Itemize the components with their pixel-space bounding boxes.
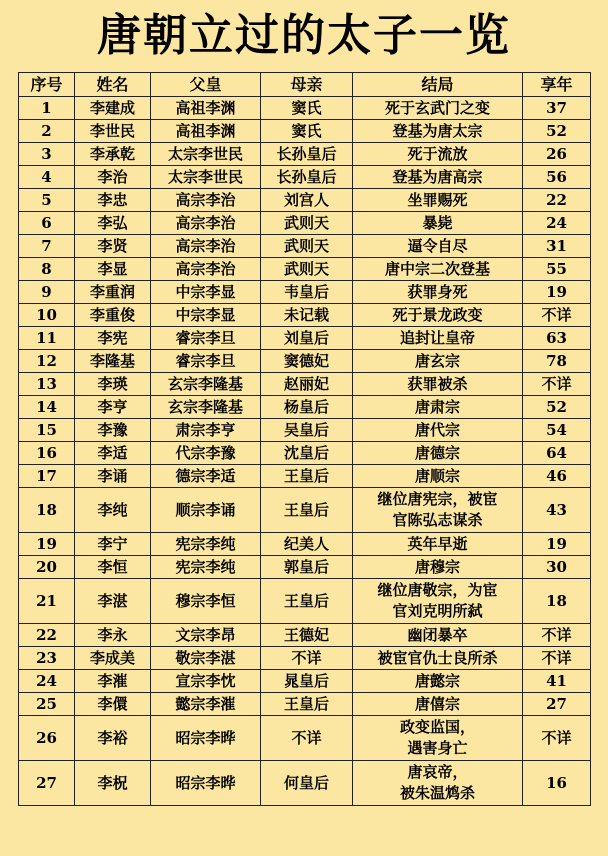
cell-index: 1 <box>19 97 75 120</box>
cell-age: 64 <box>523 442 591 465</box>
cell-mother: 沈皇后 <box>261 442 353 465</box>
table-row <box>19 143 591 166</box>
cell-fate: 唐肃宗 <box>353 396 523 419</box>
page-title: 唐朝立过的太子一览 <box>97 10 511 61</box>
cell-father: 宣宗李忱 <box>151 670 261 693</box>
table-row <box>19 97 591 120</box>
cell-index: 10 <box>19 304 75 327</box>
cell-fate: 获罪被杀 <box>353 373 523 396</box>
cell-name: 李弘 <box>75 212 151 235</box>
cell-age: 22 <box>523 189 591 212</box>
table-row <box>19 327 591 350</box>
table-row <box>19 350 591 373</box>
cell-index: 27 <box>19 761 75 806</box>
cell-fate: 英年早逝 <box>353 533 523 556</box>
cell-age: 78 <box>523 350 591 373</box>
cell-name: 李建成 <box>75 97 151 120</box>
cell-mother: 吴皇后 <box>261 419 353 442</box>
cell-father: 昭宗李晔 <box>151 761 261 806</box>
cell-mother: 未记载 <box>261 304 353 327</box>
cell-mother: 王皇后 <box>261 465 353 488</box>
cell-index: 15 <box>19 419 75 442</box>
cell-mother: 窦德妃 <box>261 350 353 373</box>
table-row <box>19 693 591 716</box>
cell-name: 李治 <box>75 166 151 189</box>
cell-name: 李显 <box>75 258 151 281</box>
cell-age: 不详 <box>523 304 591 327</box>
cell-father: 懿宗李漼 <box>151 693 261 716</box>
cell-age: 不详 <box>523 716 591 761</box>
cell-index: 9 <box>19 281 75 304</box>
cell-mother: 赵丽妃 <box>261 373 353 396</box>
cell-fate: 登基为唐太宗 <box>353 120 523 143</box>
cell-mother: 长孙皇后 <box>261 143 353 166</box>
cell-father: 高宗李治 <box>151 258 261 281</box>
cell-name: 李漼 <box>75 670 151 693</box>
cell-index: 24 <box>19 670 75 693</box>
table-row <box>19 465 591 488</box>
cell-index: 8 <box>19 258 75 281</box>
crown-prince-table <box>18 72 591 806</box>
table-row <box>19 304 591 327</box>
cell-age: 30 <box>523 556 591 579</box>
cell-index: 5 <box>19 189 75 212</box>
cell-mother: 郭皇后 <box>261 556 353 579</box>
cell-name: 李瑛 <box>75 373 151 396</box>
cell-name: 李贤 <box>75 235 151 258</box>
table-row <box>19 235 591 258</box>
header-age: 享年 <box>523 73 591 97</box>
table-row <box>19 258 591 281</box>
cell-fate: 幽闭暴卒 <box>353 624 523 647</box>
cell-name: 李柷 <box>75 761 151 806</box>
header-fate: 结局 <box>353 73 523 97</box>
fate-line-2: 官刘克明所弑 <box>392 602 483 620</box>
cell-mother: 王皇后 <box>261 488 353 533</box>
cell-age: 16 <box>523 761 591 806</box>
cell-father: 睿宗李旦 <box>151 350 261 373</box>
cell-father: 高祖李渊 <box>151 97 261 120</box>
cell-age: 46 <box>523 465 591 488</box>
cell-name: 李忠 <box>75 189 151 212</box>
cell-fate: 被宦官仇士良所杀 <box>353 647 523 670</box>
cell-name: 李成美 <box>75 647 151 670</box>
fate-line-1: 唐哀帝， <box>407 763 468 781</box>
cell-index: 20 <box>19 556 75 579</box>
table-row <box>19 212 591 235</box>
cell-age: 不详 <box>523 373 591 396</box>
table-row <box>19 670 591 693</box>
table-row <box>19 166 591 189</box>
cell-father: 中宗李显 <box>151 304 261 327</box>
cell-mother: 王皇后 <box>261 579 353 624</box>
table-row <box>19 579 591 624</box>
cell-mother: 杨皇后 <box>261 396 353 419</box>
cell-index: 19 <box>19 533 75 556</box>
cell-index: 21 <box>19 579 75 624</box>
cell-age: 43 <box>523 488 591 533</box>
table-row <box>19 647 591 670</box>
cell-name: 李亨 <box>75 396 151 419</box>
cell-age: 18 <box>523 579 591 624</box>
cell-age: 54 <box>523 419 591 442</box>
cell-father: 德宗李适 <box>151 465 261 488</box>
cell-father: 敬宗李湛 <box>151 647 261 670</box>
cell-father: 太宗李世民 <box>151 143 261 166</box>
table-row <box>19 373 591 396</box>
cell-name: 李隆基 <box>75 350 151 373</box>
cell-fate: 唐玄宗 <box>353 350 523 373</box>
cell-age: 19 <box>523 281 591 304</box>
cell-index: 25 <box>19 693 75 716</box>
cell-fate: 暴毙 <box>353 212 523 235</box>
table-row <box>19 120 591 143</box>
cell-fate: 唐顺宗 <box>353 465 523 488</box>
cell-index: 4 <box>19 166 75 189</box>
cell-fate: 唐代宗 <box>353 419 523 442</box>
cell-fate: 登基为唐高宗 <box>353 166 523 189</box>
cell-age: 31 <box>523 235 591 258</box>
cell-father: 高宗李治 <box>151 212 261 235</box>
cell-father: 睿宗李旦 <box>151 327 261 350</box>
cell-fate <box>353 716 523 761</box>
cell-father: 高祖李渊 <box>151 120 261 143</box>
cell-fate: 逼令自尽 <box>353 235 523 258</box>
cell-mother: 韦皇后 <box>261 281 353 304</box>
table-row <box>19 533 591 556</box>
table-header-row <box>19 73 591 97</box>
cell-fate <box>353 488 523 533</box>
cell-mother: 刘宫人 <box>261 189 353 212</box>
cell-index: 11 <box>19 327 75 350</box>
cell-fate: 死于景龙政变 <box>353 304 523 327</box>
cell-index: 6 <box>19 212 75 235</box>
cell-name: 李诵 <box>75 465 151 488</box>
cell-fate: 唐德宗 <box>353 442 523 465</box>
cell-fate: 追封让皇帝 <box>353 327 523 350</box>
cell-father: 高宗李治 <box>151 235 261 258</box>
cell-fate: 死于流放 <box>353 143 523 166</box>
cell-age: 不详 <box>523 624 591 647</box>
cell-father: 文宗李昂 <box>151 624 261 647</box>
table-row <box>19 396 591 419</box>
cell-mother: 窦氏 <box>261 120 353 143</box>
cell-mother: 长孙皇后 <box>261 166 353 189</box>
cell-fate: 唐中宗二次登基 <box>353 258 523 281</box>
header-name: 姓名 <box>75 73 151 97</box>
cell-mother: 武则天 <box>261 258 353 281</box>
table-row <box>19 624 591 647</box>
cell-index: 14 <box>19 396 75 419</box>
cell-mother: 刘皇后 <box>261 327 353 350</box>
fate-line-1: 继位唐宪宗，被宦 <box>377 490 498 508</box>
cell-mother: 不详 <box>261 647 353 670</box>
cell-name: 李重俊 <box>75 304 151 327</box>
cell-name: 李承乾 <box>75 143 151 166</box>
cell-name: 李恒 <box>75 556 151 579</box>
cell-index: 3 <box>19 143 75 166</box>
cell-index: 13 <box>19 373 75 396</box>
cell-index: 2 <box>19 120 75 143</box>
fate-line-1: 政变监国， <box>399 718 475 736</box>
cell-mother: 窦氏 <box>261 97 353 120</box>
cell-age: 26 <box>523 143 591 166</box>
fate-line-2: 遇害身亡 <box>407 739 468 757</box>
header-father: 父皇 <box>151 73 261 97</box>
cell-name: 李儇 <box>75 693 151 716</box>
cell-index: 7 <box>19 235 75 258</box>
cell-father: 代宗李豫 <box>151 442 261 465</box>
cell-age: 56 <box>523 166 591 189</box>
cell-index: 23 <box>19 647 75 670</box>
cell-fate: 唐懿宗 <box>353 670 523 693</box>
cell-age: 27 <box>523 693 591 716</box>
cell-age: 19 <box>523 533 591 556</box>
cell-age: 55 <box>523 258 591 281</box>
cell-mother: 武则天 <box>261 235 353 258</box>
cell-fate: 唐僖宗 <box>353 693 523 716</box>
cell-father: 穆宗李恒 <box>151 579 261 624</box>
table-row <box>19 716 591 761</box>
cell-age: 37 <box>523 97 591 120</box>
cell-father: 昭宗李晔 <box>151 716 261 761</box>
cell-father: 太宗李世民 <box>151 166 261 189</box>
cell-father: 宪宗李纯 <box>151 556 261 579</box>
cell-father: 顺宗李诵 <box>151 488 261 533</box>
table-row <box>19 488 591 533</box>
table-row <box>19 281 591 304</box>
cell-fate: 死于玄武门之变 <box>353 97 523 120</box>
cell-father: 中宗李显 <box>151 281 261 304</box>
cell-name: 李宪 <box>75 327 151 350</box>
cell-mother: 纪美人 <box>261 533 353 556</box>
cell-age: 41 <box>523 670 591 693</box>
cell-father: 肃宗李亨 <box>151 419 261 442</box>
fate-line-2: 官陈弘志谋杀 <box>392 511 483 529</box>
header-index: 序号 <box>19 73 75 97</box>
cell-fate <box>353 761 523 806</box>
cell-mother: 王皇后 <box>261 693 353 716</box>
cell-index: 22 <box>19 624 75 647</box>
cell-mother: 武则天 <box>261 212 353 235</box>
cell-father: 宪宗李纯 <box>151 533 261 556</box>
cell-name: 李世民 <box>75 120 151 143</box>
cell-age: 52 <box>523 396 591 419</box>
cell-name: 李适 <box>75 442 151 465</box>
cell-name: 李裕 <box>75 716 151 761</box>
cell-index: 12 <box>19 350 75 373</box>
cell-age: 24 <box>523 212 591 235</box>
cell-name: 李永 <box>75 624 151 647</box>
cell-name: 李豫 <box>75 419 151 442</box>
table-row <box>19 442 591 465</box>
cell-age: 63 <box>523 327 591 350</box>
table-row <box>19 761 591 806</box>
cell-name: 李纯 <box>75 488 151 533</box>
fate-line-1: 继位唐敬宗，为宦 <box>377 581 498 599</box>
cell-father: 玄宗李隆基 <box>151 373 261 396</box>
cell-fate: 坐罪赐死 <box>353 189 523 212</box>
cell-fate <box>353 579 523 624</box>
cell-fate: 唐穆宗 <box>353 556 523 579</box>
header-mother: 母亲 <box>261 73 353 97</box>
cell-name: 李湛 <box>75 579 151 624</box>
table-row <box>19 419 591 442</box>
cell-index: 16 <box>19 442 75 465</box>
table-row <box>19 189 591 212</box>
cell-index: 18 <box>19 488 75 533</box>
cell-index: 26 <box>19 716 75 761</box>
cell-fate: 获罪身死 <box>353 281 523 304</box>
cell-index: 17 <box>19 465 75 488</box>
cell-name: 李重润 <box>75 281 151 304</box>
cell-father: 玄宗李隆基 <box>151 396 261 419</box>
cell-age: 不详 <box>523 647 591 670</box>
cell-age: 52 <box>523 120 591 143</box>
cell-name: 李宁 <box>75 533 151 556</box>
cell-mother: 何皇后 <box>261 761 353 806</box>
cell-mother: 王德妃 <box>261 624 353 647</box>
cell-mother: 不详 <box>261 716 353 761</box>
table-row <box>19 556 591 579</box>
cell-mother: 晁皇后 <box>261 670 353 693</box>
cell-father: 高宗李治 <box>151 189 261 212</box>
fate-line-2: 被朱温鸩杀 <box>399 784 475 802</box>
